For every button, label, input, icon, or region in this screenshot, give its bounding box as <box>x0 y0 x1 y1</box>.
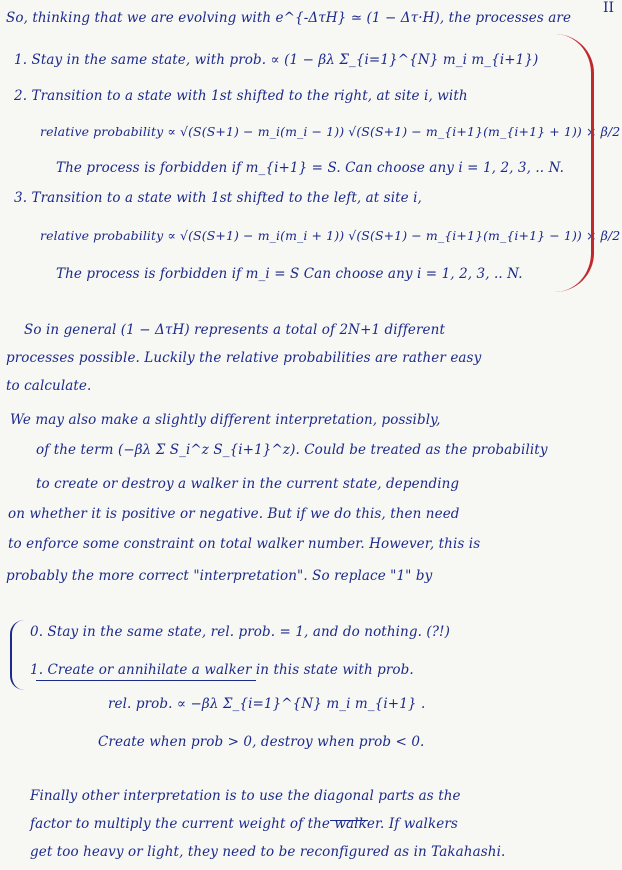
process-1: 1. Stay in the same state, with prob. ∝ (1 − βλ Σ_{i=1}^{N} m_i m_{i+1}) <box>14 52 539 68</box>
page-number: II <box>602 0 614 16</box>
underline-walkers <box>330 820 368 821</box>
interpretation-line-5: to enforce some constraint on total walker number. However, this is <box>8 536 481 552</box>
general-line-3: to calculate. <box>6 378 92 394</box>
alt-process-1-rule: Create when prob > 0, destroy when prob < 0. <box>98 734 425 750</box>
alt-process-1: 1. Create or annihilate a walker in this state with prob. <box>30 662 414 678</box>
interpretation-line-6: probably the more correct "interpretation". So replace "1" by <box>6 568 433 584</box>
interpretation-line-3: to create or destroy a walker in the current state, depending <box>36 476 460 492</box>
process-3-title: 3. Transition to a state with 1st shifted to the left, at site i, <box>14 190 422 206</box>
final-line-3: get too heavy or light, they need to be reconfigured as in Takahashi. <box>30 844 506 860</box>
interpretation-line-1: We may also make a slightly different interpretation, possibly, <box>10 412 441 428</box>
underline-create <box>36 680 256 681</box>
alt-process-0: 0. Stay in the same state, rel. prob. = 1, and do nothing. (?!) <box>30 624 450 640</box>
red-bracket <box>555 34 594 292</box>
process-3-probability: relative probability ∝ √(S(S+1) − m_i(m_i + 1)) √(S(S+1) − m_{i+1}(m_{i+1} − 1)) × β/2 <box>40 228 621 243</box>
process-3-constraint: The process is forbidden if m_i = S Can choose any i = 1, 2, 3, .. N. <box>56 266 523 282</box>
general-line-1: So in general (1 − ΔτH) represents a total of 2N+1 different <box>24 322 445 338</box>
process-2-constraint: The process is forbidden if m_{i+1} = S. Can choose any i = 1, 2, 3, .. N. <box>56 160 565 176</box>
general-line-2: processes possible. Luckily the relative probabilities are rather easy <box>6 350 482 366</box>
final-line-1: Finally other interpretation is to use the diagonal parts as the <box>30 788 461 804</box>
final-line-2: factor to multiply the current weight of the walker. If walkers <box>30 816 458 832</box>
alt-process-1-prob: rel. prob. ∝ −βλ Σ_{i=1}^{N} m_i m_{i+1} . <box>108 696 426 712</box>
interpretation-line-4: on whether it is positive or negative. But if we do this, then need <box>8 506 460 522</box>
intro-line: So, thinking that we are evolving with e^{-ΔτH} ≃ (1 − Δτ·H), the processes are <box>6 10 572 26</box>
process-2-title: 2. Transition to a state with 1st shifted to the right, at site i, with <box>14 88 468 104</box>
curly-brace <box>10 620 26 690</box>
process-2-probability: relative probability ∝ √(S(S+1) − m_i(m_i − 1)) √(S(S+1) − m_{i+1}(m_{i+1} + 1)) × β/2 <box>40 124 621 139</box>
interpretation-line-2: of the term (−βλ Σ S_i^z S_{i+1}^z). Could be treated as the probability <box>36 442 548 458</box>
